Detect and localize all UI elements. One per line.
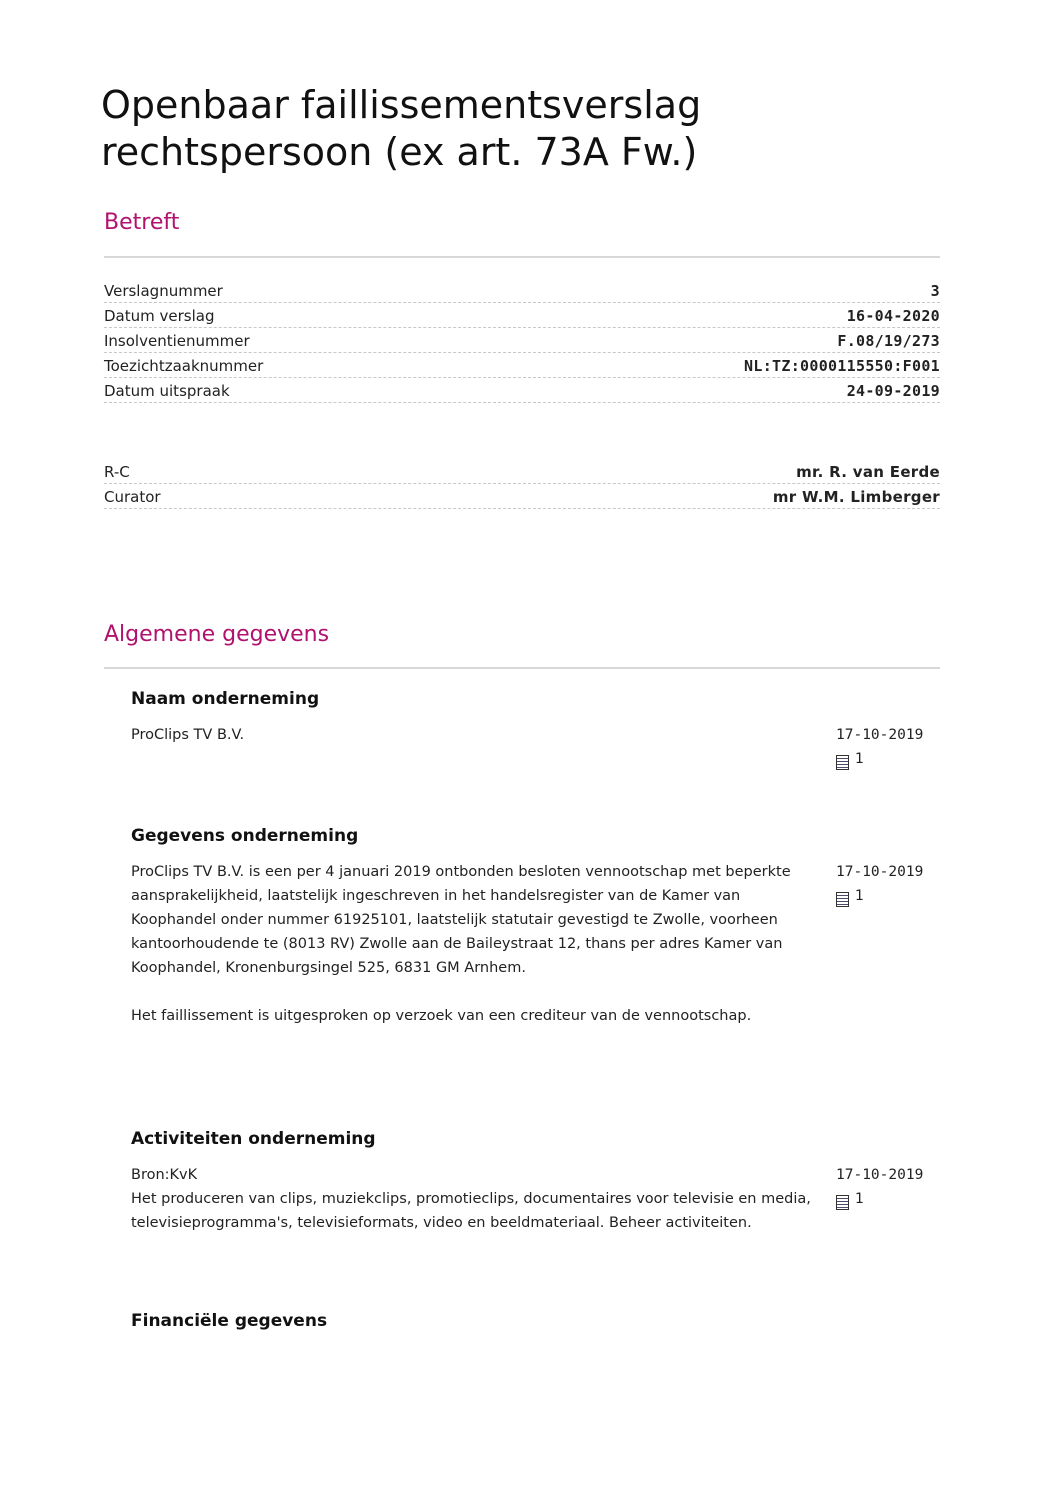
people-table	[104, 459, 940, 509]
detail-value: F.08/19/273	[837, 332, 940, 350]
entry-date: 17-10-2019	[836, 1167, 924, 1183]
detail-row-verslagnummer	[104, 278, 940, 303]
report-title	[101, 82, 961, 176]
document-icon[interactable]	[836, 1195, 849, 1210]
attachment-number[interactable]: 1	[855, 888, 864, 904]
detail-label: Verslagnummer	[104, 282, 223, 300]
subsection-meta	[836, 860, 940, 1028]
attachment-number[interactable]: 1	[855, 1191, 864, 1207]
detail-row-datum-uitspraak	[104, 378, 940, 403]
detail-label: Datum verslag	[104, 307, 215, 325]
attachment-reference[interactable]	[836, 884, 940, 908]
detail-label: Datum uitspraak	[104, 382, 230, 400]
subsection-meta	[836, 1163, 940, 1235]
attachment-number[interactable]: 1	[855, 751, 864, 767]
detail-label: Curator	[104, 488, 161, 506]
detail-row-datum-verslag	[104, 303, 940, 328]
subsection-activiteiten-onderneming	[131, 1129, 940, 1235]
detail-value: mr W.M. Limberger	[772, 488, 940, 506]
section-divider	[104, 667, 940, 669]
detail-value: mr. R. van Eerde	[796, 463, 940, 481]
detail-row-insolventienummer	[104, 328, 940, 353]
detail-row-rc	[104, 459, 940, 484]
detail-value: NL:TZ:0000115550:F001	[744, 357, 940, 375]
detail-label: Toezichtzaaknummer	[104, 357, 264, 375]
section-divider	[104, 256, 940, 258]
source-line: Bron:KvK	[131, 1167, 198, 1183]
entry-date: 17-10-2019	[836, 864, 924, 880]
subsection-financiele-gegevens	[131, 1311, 940, 1345]
detail-label: R-C	[104, 463, 130, 481]
subsection-text	[131, 1163, 811, 1235]
paragraph: ProClips TV B.V. is een per 4 januari 2019 ontbonden besloten vennootschap met beperkte aansprakelijkheid, laatstelijk ingeschreven in het handelsregister van de Kamer van Koophandel onder nummer 61925101, laatstelijk statutair gevestigd te Zwolle, voorheen kantoorhoudende te (8013 RV) Zwolle aan de Baileystraat 12, thans per adres Kamer van Koophandel, Kronenburgsingel 525, 6831 GM Arnhem.	[131, 864, 791, 976]
document-icon[interactable]	[836, 892, 849, 907]
report-title-line-1: Openbaar faillissementsverslag	[101, 83, 702, 127]
subsection-text	[131, 723, 811, 771]
attachment-reference[interactable]	[836, 1187, 940, 1211]
detail-value: 16-04-2020	[846, 307, 940, 325]
subsection-heading: Gegevens onderneming	[131, 826, 359, 846]
entry-date: 17-10-2019	[836, 727, 924, 743]
subsection-heading: Financiële gegevens	[131, 1311, 328, 1331]
detail-row-curator	[104, 484, 940, 509]
section-heading-betreft: Betreft	[104, 210, 180, 235]
subsection-heading: Activiteiten onderneming	[131, 1129, 376, 1149]
detail-value: 24-09-2019	[846, 382, 940, 400]
case-details-table	[104, 278, 940, 403]
paragraph: Het faillissement is uitgesproken op verzoek van een crediteur van de vennootschap.	[131, 1008, 752, 1024]
section-heading-algemene-gegevens: Algemene gegevens	[104, 622, 330, 647]
paragraph: Het produceren van clips, muziekclips, promotieclips, documentaires voor televisie en media, televisieprogramma's, televisieformats, video en beeldmateriaal. Beheer activiteiten.	[131, 1191, 811, 1231]
subsection-text	[131, 860, 811, 1028]
paragraph: ProClips TV B.V.	[131, 727, 245, 743]
document-icon[interactable]	[836, 755, 849, 770]
detail-row-toezichtzaaknummer	[104, 353, 940, 378]
subsection-gegevens-onderneming	[131, 826, 940, 1028]
report-title-line-2: rechtspersoon (ex art. 73A Fw.)	[101, 130, 698, 174]
subsection-naam-onderneming	[131, 689, 940, 771]
attachment-reference[interactable]	[836, 747, 940, 771]
subsection-meta	[836, 723, 940, 771]
detail-label: Insolventienummer	[104, 332, 250, 350]
subsection-heading: Naam onderneming	[131, 689, 320, 709]
detail-value: 3	[930, 282, 940, 300]
